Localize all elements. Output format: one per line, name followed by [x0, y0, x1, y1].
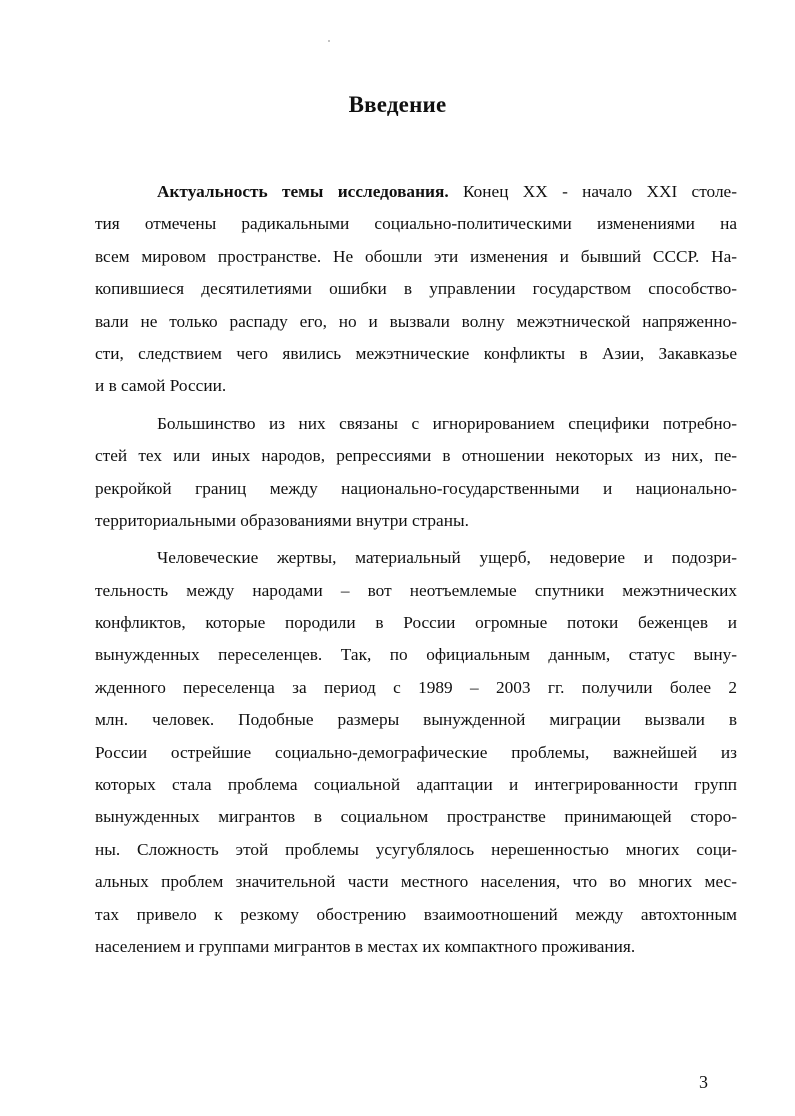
- paragraph-lead: Актуальность темы исследования.: [157, 182, 449, 201]
- paragraph-line: всем мировом пространстве. Не обошли эти изменения и бывший СССР. На-: [95, 246, 737, 266]
- paragraph-line: вынужденных мигрантов в социальном пространстве принимающей сторо-: [95, 807, 737, 827]
- page-number: 3: [699, 1072, 708, 1092]
- paragraph-line: тия отмечены радикальными социально-политическими изменениями на: [95, 214, 737, 234]
- paragraph-line: Большинство из них связаны с игнорированием специфики потребно-: [157, 413, 737, 433]
- paragraph-line: которых стала проблема социальной адаптации и интегрированности групп: [95, 775, 737, 795]
- paragraph-line: Человеческие жертвы, материальный ущерб, недоверие и подозри-: [157, 548, 737, 568]
- paragraph-relevance: [95, 176, 737, 403]
- paragraph-causes: [95, 408, 737, 538]
- body-text: [95, 176, 737, 963]
- paragraph-line: вынужденных переселенцев. Так, по официальным данным, статус выну-: [95, 645, 737, 665]
- paragraph-line: и в самой России.: [95, 376, 227, 396]
- paragraph-line: рекройкой границ между национально-государственными и национально-: [95, 478, 737, 498]
- paragraph-line: территориальными образованиями внутри страны.: [95, 510, 469, 530]
- scan-speck: [328, 40, 330, 42]
- paragraph-line: млн. человек. Подобные размеры вынужденной миграции вызвали в: [95, 710, 737, 730]
- paragraph-line: тельность между народами – вот неотъемлемые спутники межэтнических: [95, 580, 737, 600]
- paragraph-line: конфликтов, которые породили в России огромные потоки беженцев и: [95, 613, 737, 633]
- paragraph-line: населением и группами мигрантов в местах их компактного проживания.: [95, 936, 636, 956]
- paragraph-line: вали не только распаду его, но и вызвали волну межэтнической напряженно-: [95, 311, 737, 331]
- paragraph-line: стей тех или иных народов, репрессиями в отношении некоторых из них, пе-: [95, 446, 737, 466]
- paragraph-consequences: [95, 542, 737, 963]
- paragraph-line: России острейшие социально-демографические проблемы, важнейшей из: [95, 742, 737, 762]
- paragraph-line: тах привело к резкому обострению взаимоотношений между автохтонным: [95, 904, 737, 924]
- paragraph-line: альных проблем значительной части местного населения, что во многих мес-: [95, 872, 737, 892]
- paragraph-line: жденного переселенца за период с 1989 – 2003 гг. получили более 2: [95, 677, 737, 697]
- paragraph-line: сти, следствием чего явились межэтнические конфликты в Азии, Закавказье: [95, 343, 737, 363]
- line-text: Конец XX - начало XXI столе-: [448, 182, 737, 201]
- page-title: Введение: [348, 92, 447, 117]
- paragraph-line: [95, 176, 737, 208]
- paragraph-line: копившиеся десятилетиями ошибки в управлении государством способство-: [95, 279, 737, 299]
- paragraph-line: ны. Сложность этой проблемы усугублялось нерешенностью многих соци-: [95, 839, 737, 859]
